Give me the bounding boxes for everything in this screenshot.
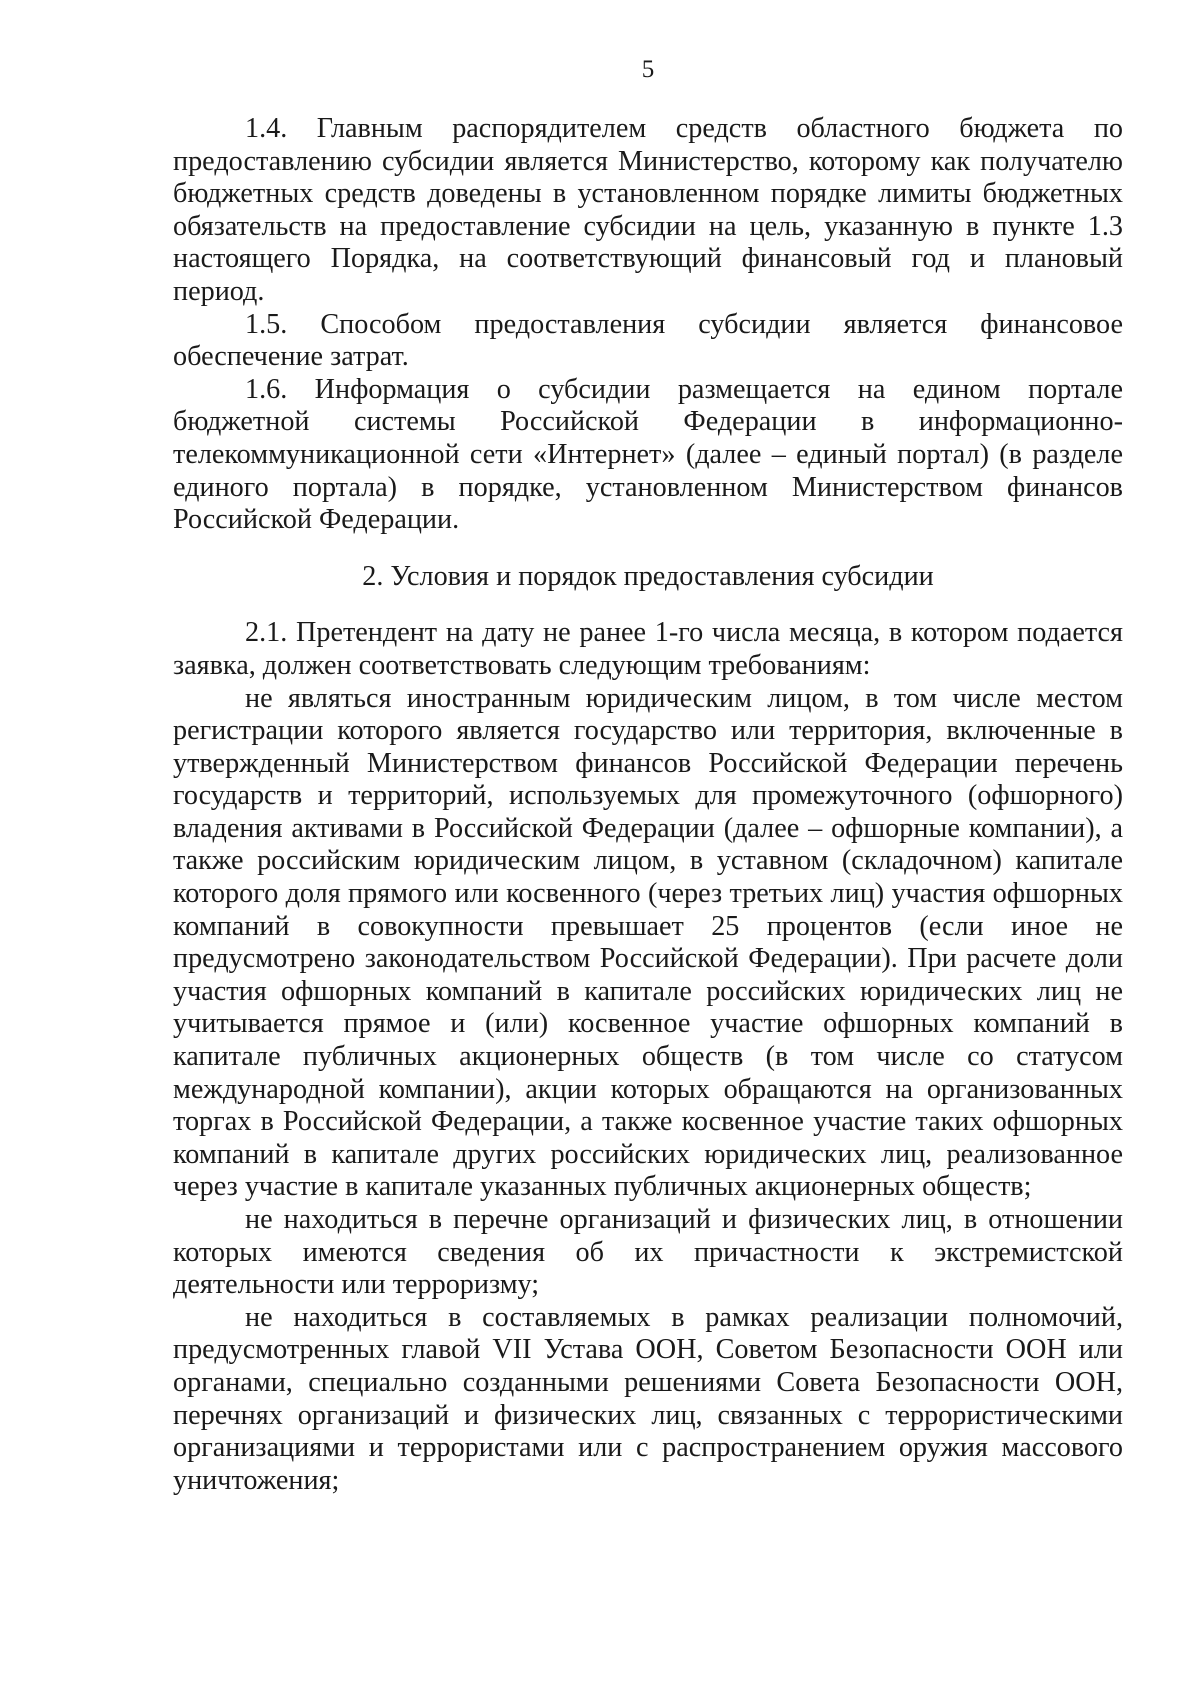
paragraph-1-6: 1.6. Информация о субсидии размещается на едином портале бюджетной системы Российской Федерации в информационно-телекоммуникационной сети «Интернет» (далее – единый портал) (в разделе единого портала) в порядке, установленном Министерством финансов Российской Федерации. <box>173 373 1123 536</box>
page-number: 5 <box>641 56 655 83</box>
document-body <box>173 113 1123 1497</box>
paragraph-2-1: 2.1. Претендент на дату не ранее 1-го числа месяца, в котором подается заявка, должен соответствовать следующим требованиям: <box>173 617 1123 681</box>
section-2-heading: 2. Условия и порядок предоставления субсидии <box>362 560 934 592</box>
paragraph-1-5: 1.5. Способом предоставления субсидии является финансовое обеспечение затрат. <box>173 308 1123 373</box>
paragraph-1-4: 1.4. Главным распорядителем средств областного бюджета по предоставлению субсидии является Министерство, которому как получателю бюджетных средств доведены в установленном порядке лимиты бюджетных обязательств на предоставление субсидии на цель, указанную в пункте 1.3 настоящего Порядка, на соответствующий финансовый год и плановый период. <box>173 113 1123 307</box>
requirement-extremism-list: не находиться в перечне организаций и физических лиц, в отношении которых имеются сведения об их причастности к экстремистской деятельности или терроризму; <box>173 1204 1123 1301</box>
requirement-un-sanctions-list: не находиться в составляемых в рамках реализации полномочий, предусмотренных главой VII Устава ООН, Советом Безопасности ООН или органами, специально созданными решениями Совета Безопасности ООН, перечнях организаций и физических лиц, связанных с террористическими организациями и террористами или с распространением оружия массового уничтожения; <box>173 1301 1123 1496</box>
requirement-offshore: не являться иностранным юридическим лицом, в том числе местом регистрации которого является государство или территория, включенные в утвержденный Министерством финансов Российской Федерации перечень государств и территорий, используемых для промежуточного (офшорного) владения активами в Российской Федерации (далее – офшорные компании), а также российским юридическим лицом, в уставном (складочном) капитале которого доля прямого или косвенного (через третьих лиц) участия офшорных компаний в совокупности превышает 25 процентов (если иное не предусмотрено законодательством Российской Федерации). При расчете доли участия офшорных компаний в капитале российских юридических лиц не учитывается прямое и (или) косвенное участие офшорных компаний в капитале публичных акционерных обществ (в том числе со статусом международной компании), акции которых обращаются на организованных торгах в Российской Федерации, а также косвенное участие таких офшорных компаний в капитале других российских юридических лиц, реализованное через участие в капитале указанных публичных акционерных обществ; <box>173 682 1123 1203</box>
